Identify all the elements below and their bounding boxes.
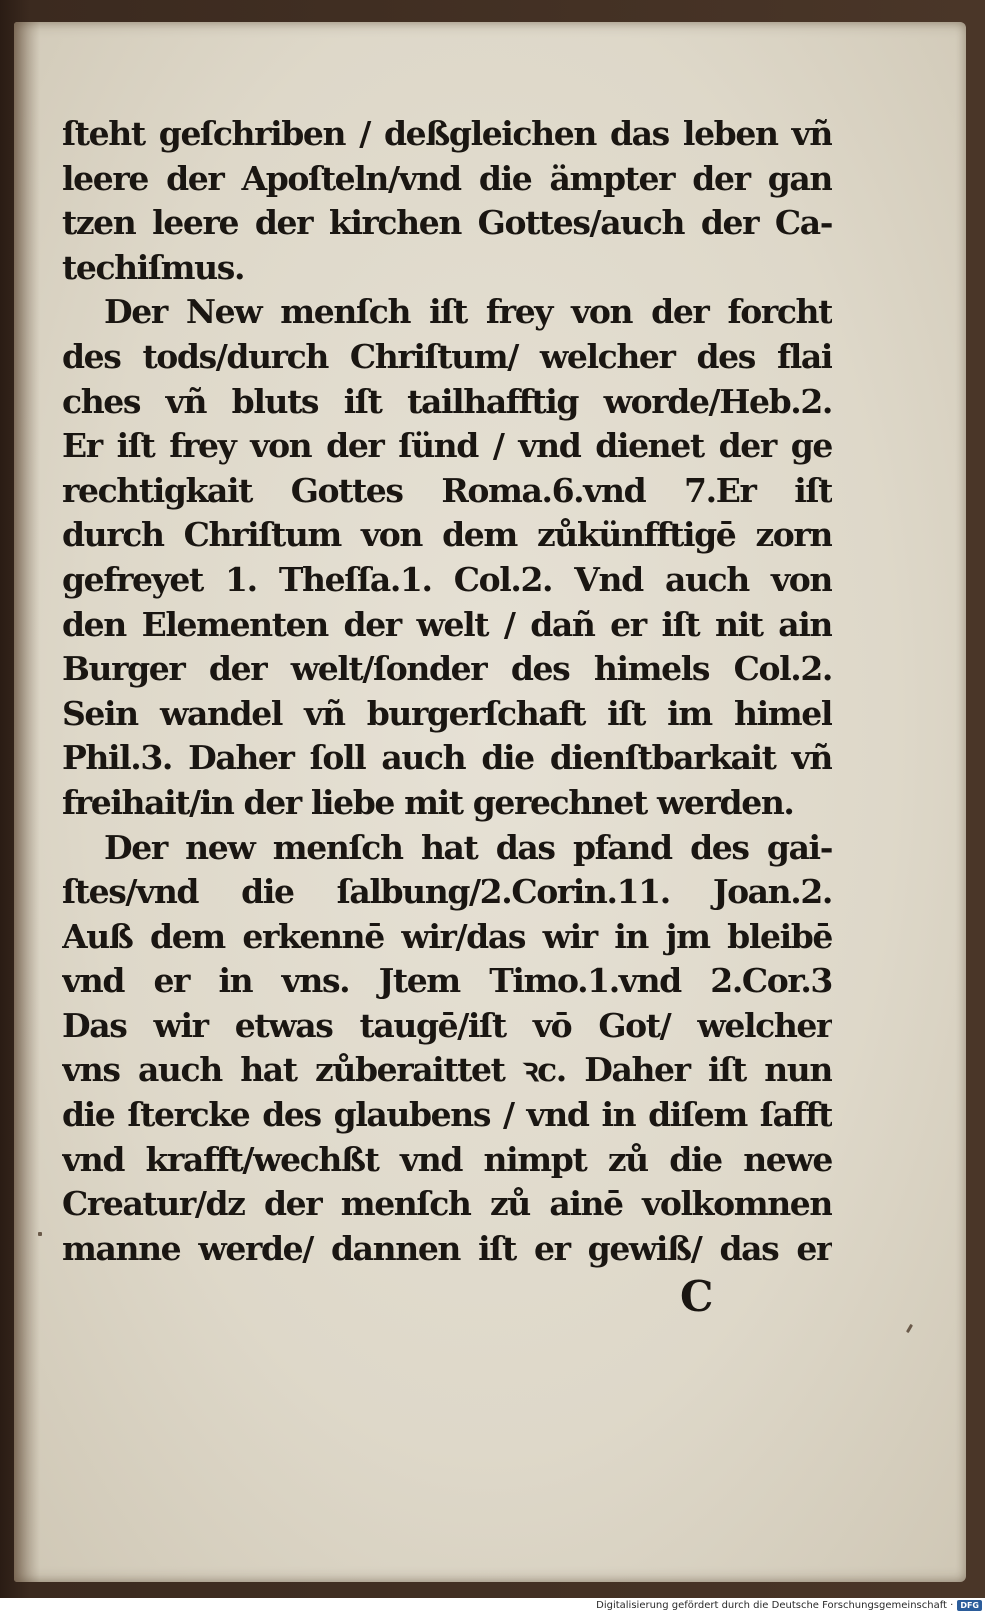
page-gutter (14, 22, 40, 1582)
footer-text: Digitalisierung gefördert durch die Deutsche Forschungsgemeinschaft · (596, 1599, 954, 1611)
text-line: techiſmus. (62, 247, 245, 287)
text-line: Der New menſch iſt frey von der forcht (104, 292, 832, 332)
text-line: Auß dem erkennē wir/das wir in jm bleibē (62, 916, 832, 956)
text-line: Phil.3. Daher ſoll auch die dienſtbarkait vñ (62, 738, 832, 778)
text-line: vns auch hat zůberaittet ꝛc. Daher iſt nun (62, 1050, 832, 1090)
text-line: Das wir etwas taugē/iſt vō Got/ welcher (62, 1005, 832, 1045)
dfg-logo: DFG (957, 1600, 982, 1611)
text-line: gefreyet 1. Theſſa.1. Col.2. Vnd auch von (62, 559, 832, 599)
text-line: die ſtercke des glaubens / vnd in diſem ſafft (62, 1095, 832, 1135)
footer-credit (596, 1596, 982, 1614)
text-line: tzen leere der kirchen Gottes/auch der Ca- (62, 203, 832, 243)
text-line: ſtes/vnd die ſalbung/2.Corin.11. Joan.2. (62, 872, 832, 912)
page-speck (906, 1324, 913, 1333)
text-line: Sein wandel vñ burgerſchaft iſt im himel (62, 693, 832, 733)
signature-mark: C (680, 1272, 714, 1321)
text-line: vnd er in vns. Jtem Timo.1.vnd 2.Cor.3 (62, 961, 832, 1001)
text-line: den Elementen der welt / dañ er iſt nit ain (62, 604, 832, 644)
text-line: Burger der welt/ſonder des himels Col.2. (62, 649, 832, 689)
text-line: des tods/durch Chriſtum/ welcher des flai (62, 336, 832, 376)
text-line: ſteht geſchriben / deßgleichen das leben vñ (62, 114, 832, 153)
text-line: Der new menſch hat das pfand des gai- (104, 827, 832, 867)
text-line: Er iſt frey von der ſünd / vnd dienet der ge (62, 426, 832, 466)
text-line: durch Chriſtum von dem zůkünfftigē zorn (62, 515, 832, 555)
text-line: manne werde/ dannen iſt er gewiß/ das er (62, 1228, 832, 1268)
text-line: Creatur/dz der menſch zů ainē volkomnen (62, 1184, 832, 1224)
text-line: rechtigkait Gottes Roma.6.vnd 7.Er iſt (62, 470, 832, 510)
text-line: ches vñ bluts iſt tailhafftig worde/Heb.2. (62, 381, 832, 421)
text-line: freihait/in der liebe mit gerechnet werden. (62, 782, 794, 822)
text-line: leere der Apoſteln/vnd die ämpter der gan (62, 158, 832, 198)
text-line: vnd krafft/wechßt vnd nimpt zů die newe (62, 1139, 832, 1179)
body-text (62, 112, 832, 1271)
page-speck (38, 1232, 42, 1236)
